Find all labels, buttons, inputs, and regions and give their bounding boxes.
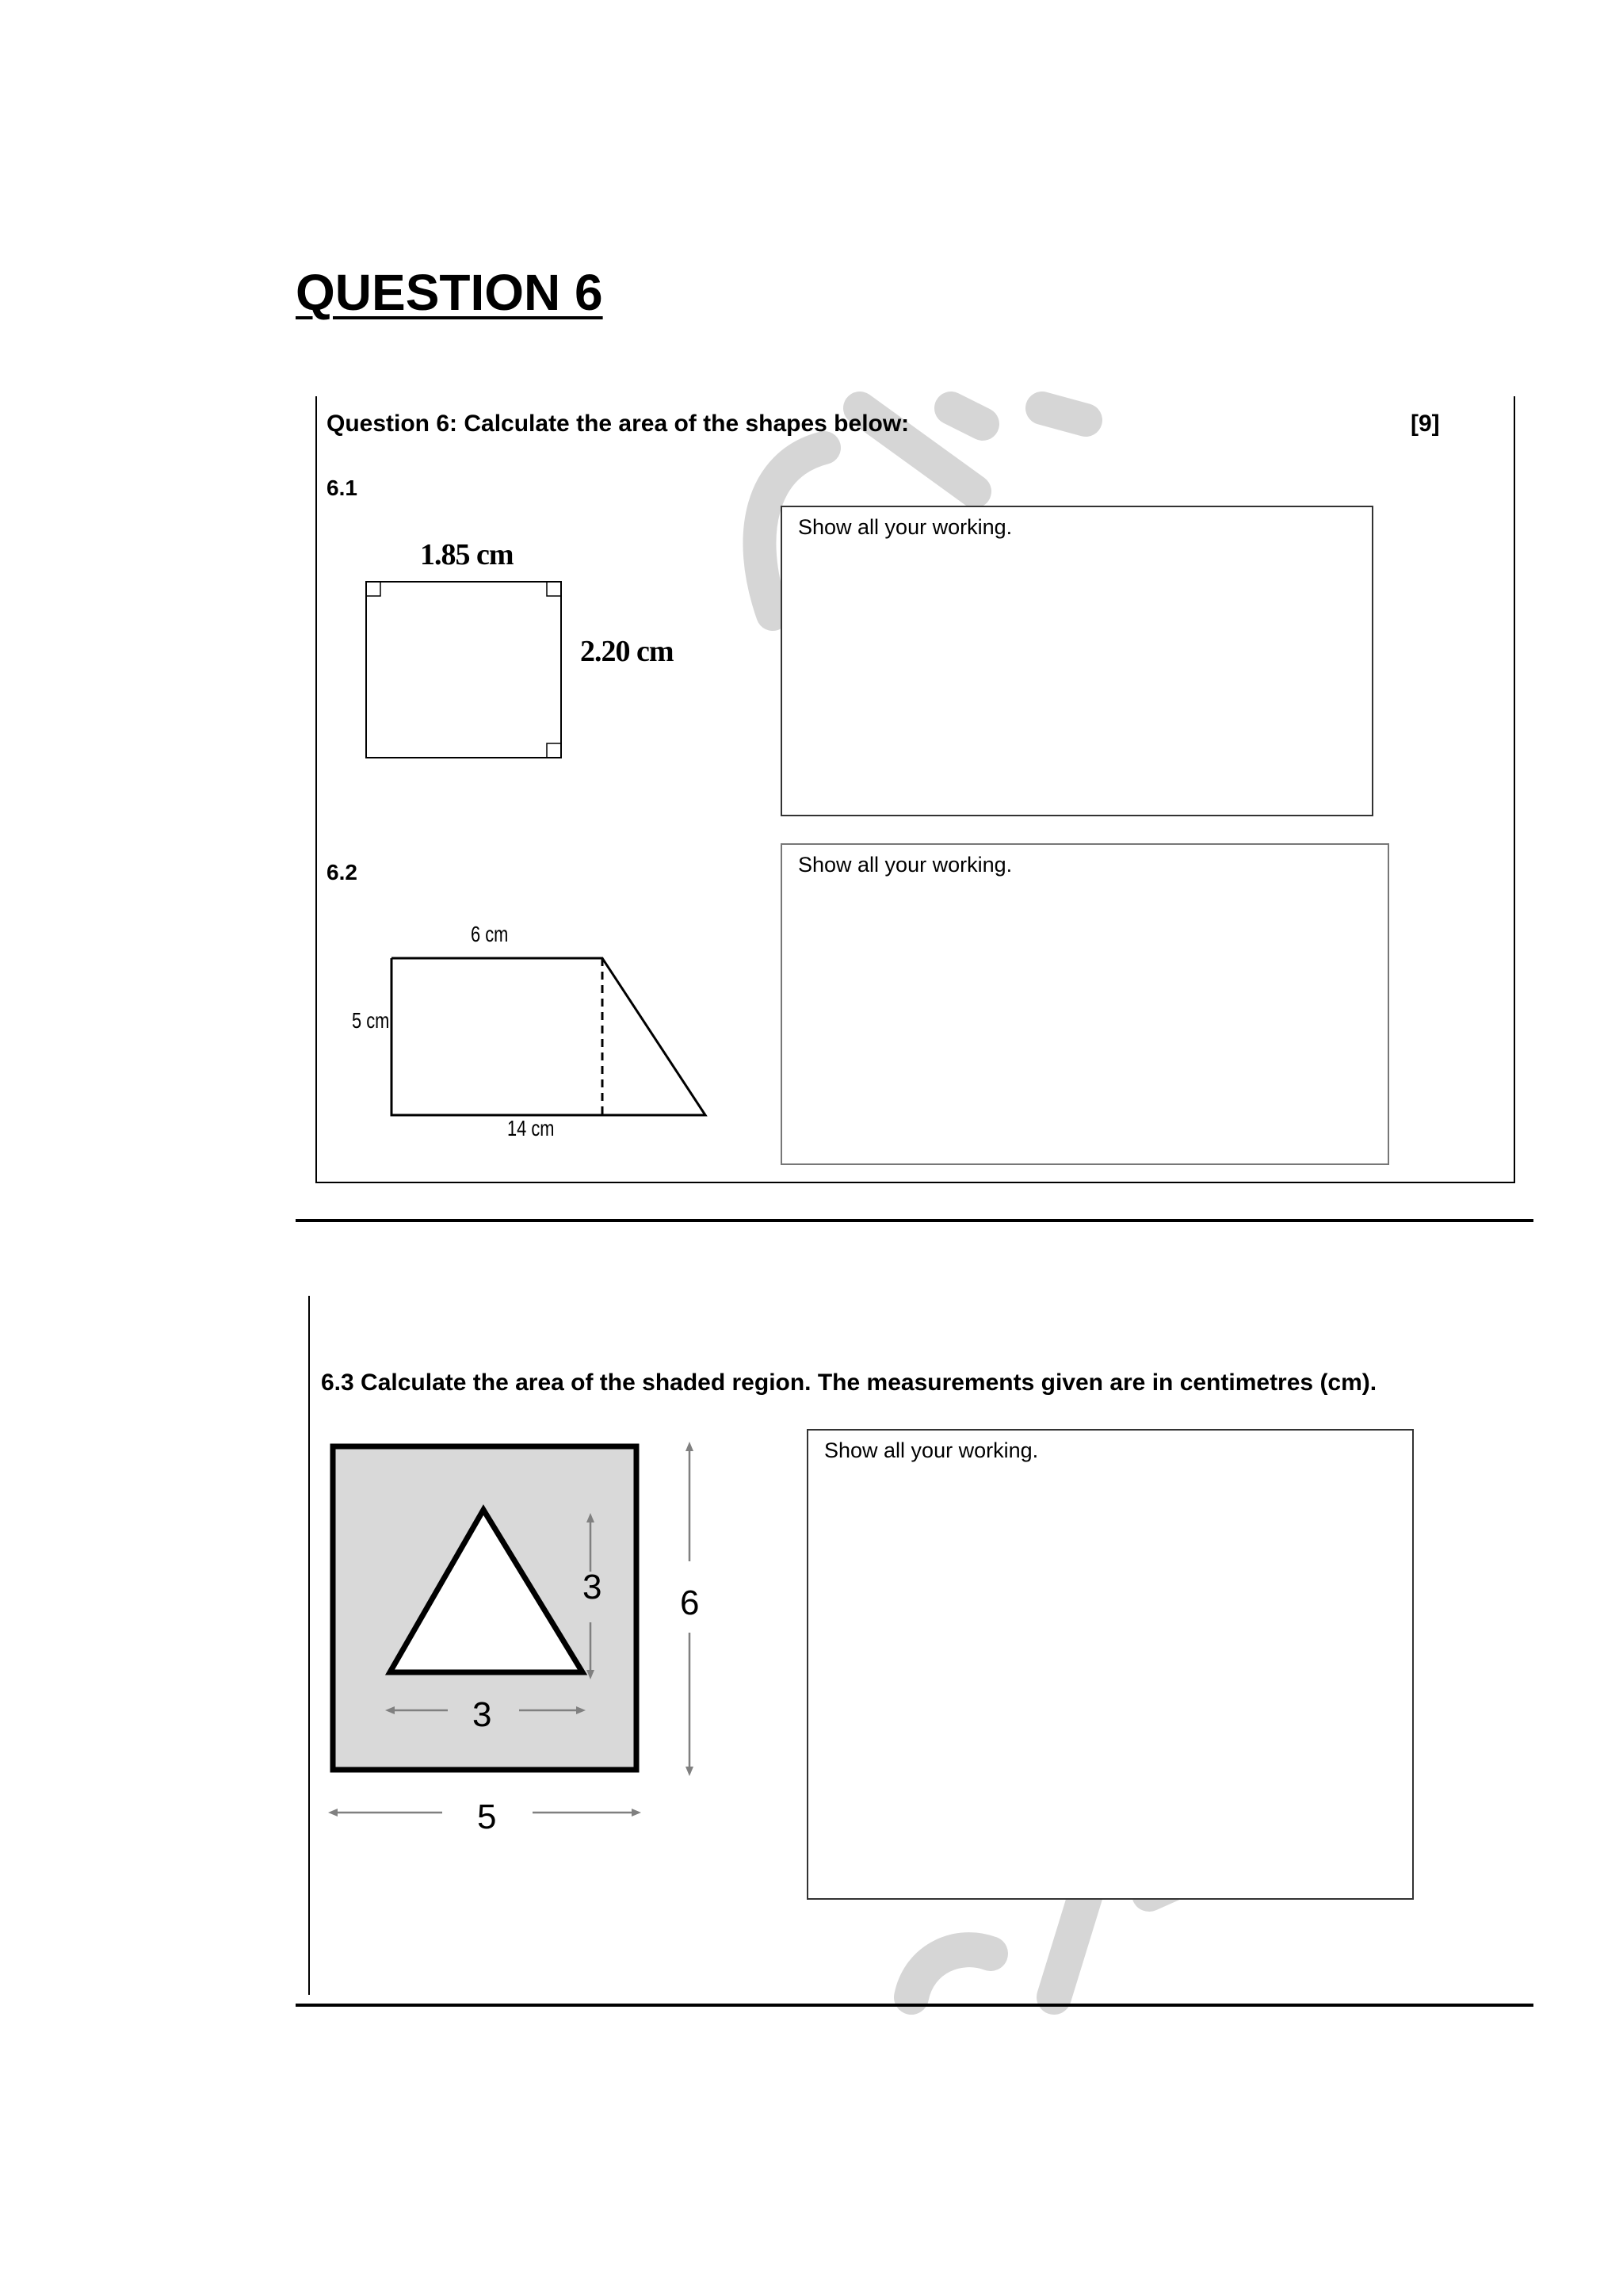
question-frame-left xyxy=(315,396,317,1182)
answer-prompt: Show all your working. xyxy=(798,853,1013,877)
rectangle-height-label: 2.20 cm xyxy=(580,635,674,668)
section-bottom-rule xyxy=(296,2004,1533,2007)
shaded-region-diagram xyxy=(325,1438,713,1835)
answer-box-6-1[interactable] xyxy=(781,506,1373,816)
trapezium-bottom-label: 14 cm xyxy=(507,1116,555,1140)
trapezium-diagram xyxy=(388,955,721,1121)
marks-total: [9] xyxy=(1411,411,1440,437)
answer-prompt: Show all your working. xyxy=(824,1438,1039,1462)
question-instruction: Question 6: Calculate the area of the shapes below: xyxy=(327,411,910,437)
question-frame-right xyxy=(1514,396,1515,1182)
section-divider xyxy=(296,1219,1533,1222)
question-number-6-1: 6.1 xyxy=(327,476,357,500)
question-6-3-frame-left xyxy=(308,1296,310,1995)
triangle-height-label: 3 xyxy=(582,1568,602,1606)
question-number-6-2: 6.2 xyxy=(327,860,357,884)
answer-box-6-3[interactable] xyxy=(807,1429,1414,1900)
rectangle-diagram xyxy=(365,579,571,761)
trapezium-top-label: 6 cm xyxy=(471,922,509,946)
trapezium-side-label: 5 cm xyxy=(352,1008,390,1033)
answer-box-6-2[interactable] xyxy=(781,843,1389,1165)
triangle-base-label: 3 xyxy=(472,1695,492,1734)
question-frame-bottom xyxy=(315,1182,1515,1183)
page-title: QUESTION 6 xyxy=(296,264,603,321)
rectangle-width-label-6-3: 5 xyxy=(477,1797,497,1836)
rectangle-height-label-6-3: 6 xyxy=(680,1584,700,1622)
rectangle-width-label: 1.85 cm xyxy=(420,538,514,571)
answer-prompt: Show all your working. xyxy=(798,515,1013,539)
question-6-3-instruction: 6.3 Calculate the area of the shaded region. The measurements given are in centimetres (cm). xyxy=(321,1370,1377,1396)
